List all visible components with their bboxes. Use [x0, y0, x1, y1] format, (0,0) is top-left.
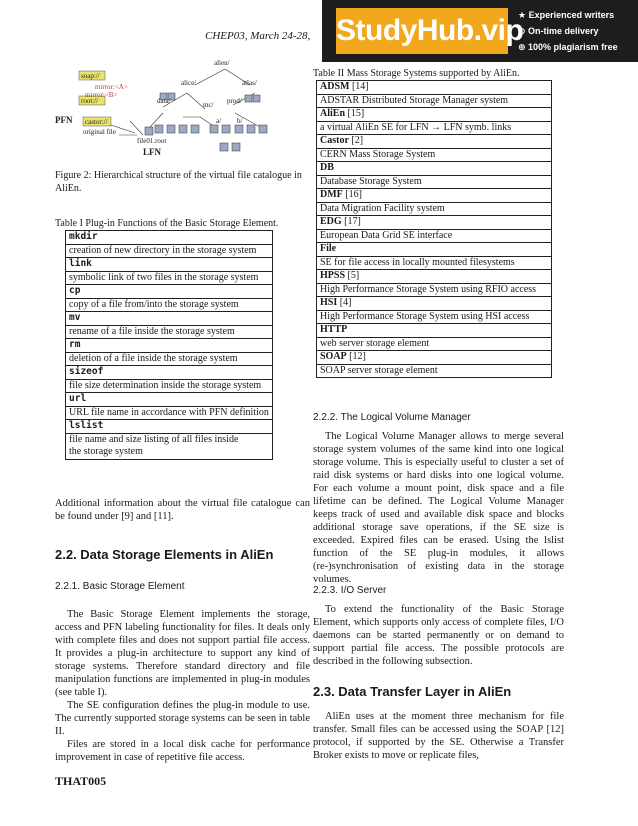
- studyhub-logo[interactable]: StudyHub.vip: [336, 8, 508, 54]
- table-row-name: url: [66, 393, 273, 407]
- original-file-label: original file: [83, 128, 116, 136]
- subsection-heading-2-2-3: 2.2.3. I/O Server: [313, 585, 387, 596]
- node-mc: mc/: [203, 101, 214, 109]
- table-row-name: HPSS [5]: [317, 270, 552, 284]
- table-row-desc: High Performance Storage System using HSI access: [317, 310, 552, 324]
- table-row-desc: web server storage element: [317, 337, 552, 351]
- node-a: a/: [216, 117, 222, 125]
- table-row-desc: SOAP server storage element: [317, 364, 552, 378]
- banner-feature: ★ Experienced writers: [518, 10, 615, 20]
- mirror-a-label: mirror:<A>: [95, 83, 128, 91]
- mirror-b-label: mirror:<B>: [85, 91, 118, 99]
- table-row-desc: rename of a file inside the storage system: [66, 325, 273, 339]
- table-row-name: DB: [317, 162, 552, 176]
- table-row-desc: creation of new directory in the storage system: [66, 244, 273, 258]
- table-1-caption: Table I Plug-in Functions of the Basic Storage Element.: [55, 218, 279, 229]
- figure-2-caption: Figure 2: Hierarchical structure of the virtual file catalogue in AliEn.: [55, 170, 302, 194]
- table-row-name: mkdir: [66, 231, 273, 245]
- table-row-name: EDG [17]: [317, 216, 552, 230]
- subsection-heading-2-2-2: 2.2.2. The Logical Volume Manager: [313, 412, 471, 423]
- table-row-desc: file size determination inside the storage system: [66, 379, 273, 393]
- table-row-desc: file name and size listing of all files inside the storage system: [66, 433, 273, 459]
- subsection-heading-2-2-1: 2.2.1. Basic Storage Element: [55, 581, 185, 592]
- table-row-name: lslist: [66, 420, 273, 434]
- studyhub-banner[interactable]: [322, 0, 638, 62]
- catalogue-tree: [55, 55, 280, 163]
- table-row-name: cp: [66, 285, 273, 299]
- table-row-desc: deletion of a file inside the storage system: [66, 352, 273, 366]
- table-row-name: link: [66, 258, 273, 272]
- castor-label: castor://: [85, 118, 108, 126]
- table-row-name: ADSM [14]: [317, 81, 552, 95]
- table-row-desc: Database Storage System: [317, 175, 552, 189]
- table-row-name: mv: [66, 312, 273, 326]
- table-row-desc: High Performance Storage System using RFIO access: [317, 283, 552, 297]
- table-1: [65, 230, 273, 460]
- pfn-label: PFN: [55, 115, 73, 125]
- lfn-label: LFN: [143, 147, 161, 157]
- table-row-desc: SE for file access in locally mounted filesystems: [317, 256, 552, 270]
- table-row-desc: a virtual AliEn SE for LFN → LFN symb. links: [317, 121, 552, 135]
- node-atlas: atlas/: [242, 79, 257, 87]
- table-row-desc: CERN Mass Storage System: [317, 148, 552, 162]
- table-row-desc: ADSTAR Distributed Storage Manager system: [317, 94, 552, 108]
- table-row-name: Castor [2]: [317, 135, 552, 149]
- node-alice: alice/: [181, 79, 197, 87]
- paragraph-data-transfer: AliEn uses at the moment three mechanism for file transfer. Small files can be accessed using the SOAP [12] protocol, if supported by the SE. Otherwise a Transfer Broker exists to move or replicate files,: [313, 711, 564, 761]
- table-row-desc: copy of a file from/into the storage system: [66, 298, 273, 312]
- soap-label: soap://: [81, 72, 100, 80]
- table-row-desc: URL file name in accordance with PFN definition: [66, 406, 273, 420]
- section-heading-2-3: 2.3. Data Transfer Layer in AliEn: [313, 684, 512, 699]
- paper-code: THAT005: [55, 774, 107, 788]
- table-row-name: HSI [4]: [317, 297, 552, 311]
- table-row-desc: symbolic link of two files in the storage system: [66, 271, 273, 285]
- table-2: [316, 80, 552, 378]
- table-row-name: rm: [66, 339, 273, 353]
- banner-feature: ⊙ On-time delivery: [518, 26, 599, 36]
- figure-2-diagram: [55, 55, 280, 163]
- node-prod: prod/: [227, 97, 242, 105]
- paragraph-additional-info: Additional information about the virtual file catalogue can be found under [9] and [11].: [55, 498, 310, 522]
- table-row-desc: Data Migration Facility system: [317, 202, 552, 216]
- table-row-desc: European Data Grid SE interface: [317, 229, 552, 243]
- table-row-name: sizeof: [66, 366, 273, 380]
- node-data: data/: [157, 97, 171, 105]
- running-header: CHEP03, March 24-28,: [205, 30, 311, 42]
- root-label: root://: [81, 97, 99, 105]
- table-2-caption: Table II Mass Storage Systems supported by AliEn.: [313, 68, 520, 79]
- table-row-name: DMF [16]: [317, 189, 552, 203]
- file01-label: file01.root: [137, 137, 167, 145]
- table-row-name: File: [317, 243, 552, 257]
- banner-feature: ⊕ 100% plagiarism free: [518, 42, 618, 52]
- paragraph-bse-3: Files are stored in a local disk cache for performance improvement in case of repetitive file access.: [55, 739, 310, 763]
- paragraph-bse-2: The SE configuration defines the plug-in module to use. The currently supported storage systems can be seen in table II.: [55, 700, 310, 737]
- node-alien: alien/: [214, 59, 230, 67]
- paragraph-io-server: To extend the functionality of the Basic Storage Element, which supports only access of complete files, I/O daemons can be started permanently or on demand to support partial file access. The possible protocols are described in the following subsection.: [313, 604, 564, 667]
- node-b: b/: [237, 117, 243, 125]
- paragraph-bse-1: The Basic Storage Element implements the storage, access and PFN labeling functionality for files. It deals only with complete files and does not support partial file access. It provides a plug-in architecture to support any kind of storage systems. Therefore standard directory and file manipulation functions are implemented in plug-in modules (see table I).: [55, 609, 310, 698]
- table-row-name: HTTP: [317, 324, 552, 338]
- table-row-name: AliEn [15]: [317, 108, 552, 122]
- paragraph-lvm: The Logical Volume Manager allows to merge several storage system volumes of the same kind into one logical storage volume. This is especially useful to cluster a set of raid disk systems or hard disks into one logical volume. For each volume a mount point, disk space and a file lifetime can be defined. The Logical Volume Manager keeps track of used and available disk space and blocks additional storage save operations, if the SE size is exceeded. Expired files can be erased. Using the lslist function of the SE plug-in modules, it allows (re-)synchronisation of existing data in the storage volumes.: [313, 431, 564, 585]
- table-row-name: SOAP [12]: [317, 351, 552, 365]
- section-heading-2-2: 2.2. Data Storage Elements in AliEn: [55, 547, 274, 562]
